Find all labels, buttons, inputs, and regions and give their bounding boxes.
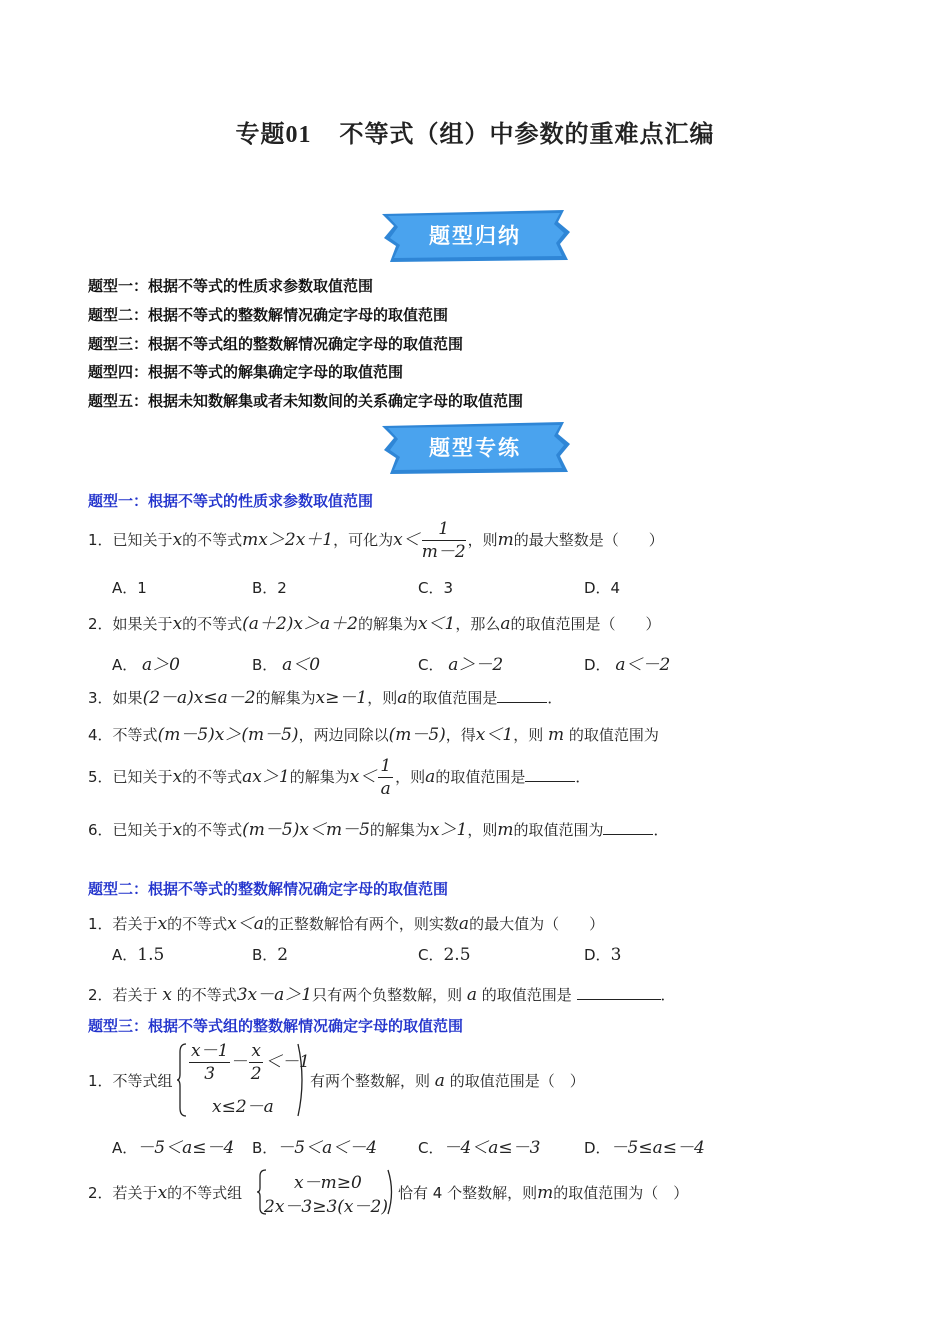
summary-item-3: 题型三：根据不等式组的整数解情况确定字母的取值范围 — [88, 335, 464, 353]
s1-q1-option-a: A．1 — [112, 579, 147, 597]
s3-q1-option-c: C．－4＜a≤－3 — [418, 1138, 541, 1158]
title-number: 01 — [285, 122, 312, 148]
s1-q1-option-b: B．2 — [252, 579, 287, 597]
s3-q1-option-d: D．－5≤a≤－4 — [584, 1138, 705, 1158]
s1-q2-option-d: D． a＜－2 — [584, 655, 671, 675]
summary-item-1: 题型一：根据不等式的性质求参数取值范围 — [88, 277, 374, 295]
section-2-heading: 题型二：根据不等式的整数解情况确定字母的取值范围 — [88, 880, 449, 898]
summary-item-2: 题型二：根据不等式的整数解情况确定字母的取值范围 — [88, 306, 449, 324]
answer-blank[interactable] — [603, 820, 653, 835]
answer-blank[interactable] — [497, 688, 547, 703]
banner-practice — [380, 422, 570, 474]
s1-q2-option-b: B． a＜0 — [252, 655, 321, 675]
s1-question-5: 5．已知关于x的不等式ax＞1的解集为x＜ $\frac{1}{a}$ ，则a的取值范围是 ． — [88, 756, 591, 799]
s3-q1-option-b: B．－5＜a＜－4 — [252, 1138, 378, 1158]
page-title — [0, 114, 950, 149]
summary-item-4: 题型四：根据不等式的解集确定字母的取值范围 — [88, 363, 404, 381]
system-row-2: 2x－3≥3(x－2) — [264, 1197, 388, 1217]
s2-q1-option-b: B．2 — [252, 945, 289, 965]
answer-blank[interactable] — [525, 767, 575, 782]
s1-q2-option-c: C． a＞－2 — [418, 655, 504, 675]
summary-item-5: 题型五：根据未知数解集或者未知数间的关系确定字母的取值范围 — [88, 392, 524, 410]
s1-q1-option-c: C．3 — [418, 579, 454, 597]
system-row-1: x－m≥0 — [294, 1173, 362, 1193]
section-1-heading: 题型一：根据不等式的性质求参数取值范围 — [88, 492, 374, 510]
paren-icon — [296, 1042, 308, 1118]
s2-q1-option-d: D．3 — [584, 945, 622, 965]
s2-q1-option-a: A．1.5 — [112, 945, 165, 965]
paren-icon — [386, 1168, 396, 1216]
banner-summary-label: 题型归纳 — [429, 224, 521, 248]
banner-summary — [380, 210, 570, 262]
title-main: 不等式（组）中参数的重难点汇编 — [339, 120, 715, 148]
s2-question-1: 1．若关于x的不等式x＜a的正整数解恰有两个，则实数a的最大值为（ ） — [88, 914, 605, 934]
s1-question-6: 6．已知关于x的不等式(m－5)x＜m－5的解集为x＞1，则m的取值范围为 ． — [88, 820, 669, 840]
s1-q2-option-a: A． a＞0 — [112, 655, 180, 675]
answer-blank[interactable] — [577, 985, 661, 1000]
title-prefix: 专题 — [235, 120, 286, 148]
s1-question-1: 1．已知关于x的不等式mx＞2x＋1，可化为x＜ $\frac{1}{m-2}$ ，则m的最大整数是（ ） — [88, 519, 664, 562]
fraction: $\frac{1}{a}$ — [380, 756, 392, 799]
s3-q1-option-a: A．－5＜a≤－4 — [112, 1138, 235, 1158]
s1-question-3: 3．如果(2－a)x≤a－2的解集为x≥－1，则a的取值范围是 ． — [88, 688, 563, 708]
s1-question-2: 2．如果关于x的不等式(a＋2)x＞a＋2的解集为x＜1，那么a的取值范围是（ ） — [88, 614, 661, 634]
section-3-heading: 题型三：根据不等式组的整数解情况确定字母的取值范围 — [88, 1017, 464, 1035]
fraction: $\frac{1}{m-2}$ — [421, 519, 466, 562]
brace-icon — [176, 1042, 188, 1118]
s2-q1-option-c: C．2.5 — [418, 945, 471, 965]
system-row-2: x≤2－a — [212, 1097, 274, 1117]
system-row-1: $\frac{x-1}{3}$ － $\frac{x}{2}$ ＜－1 — [191, 1041, 310, 1084]
s1-q1-option-d: D．4 — [584, 579, 621, 597]
s1-question-4: 4．不等式(m－5)x＞(m－5)，两边同除以(m－5)，得x＜1，则 m 的取值范围为 — [88, 725, 659, 745]
banner-practice-label: 题型专练 — [429, 436, 521, 460]
s2-question-2: 2．若关于 x 的不等式3x－a＞1只有两个负整数解，则 a 的取值范围是 ． — [88, 985, 676, 1005]
